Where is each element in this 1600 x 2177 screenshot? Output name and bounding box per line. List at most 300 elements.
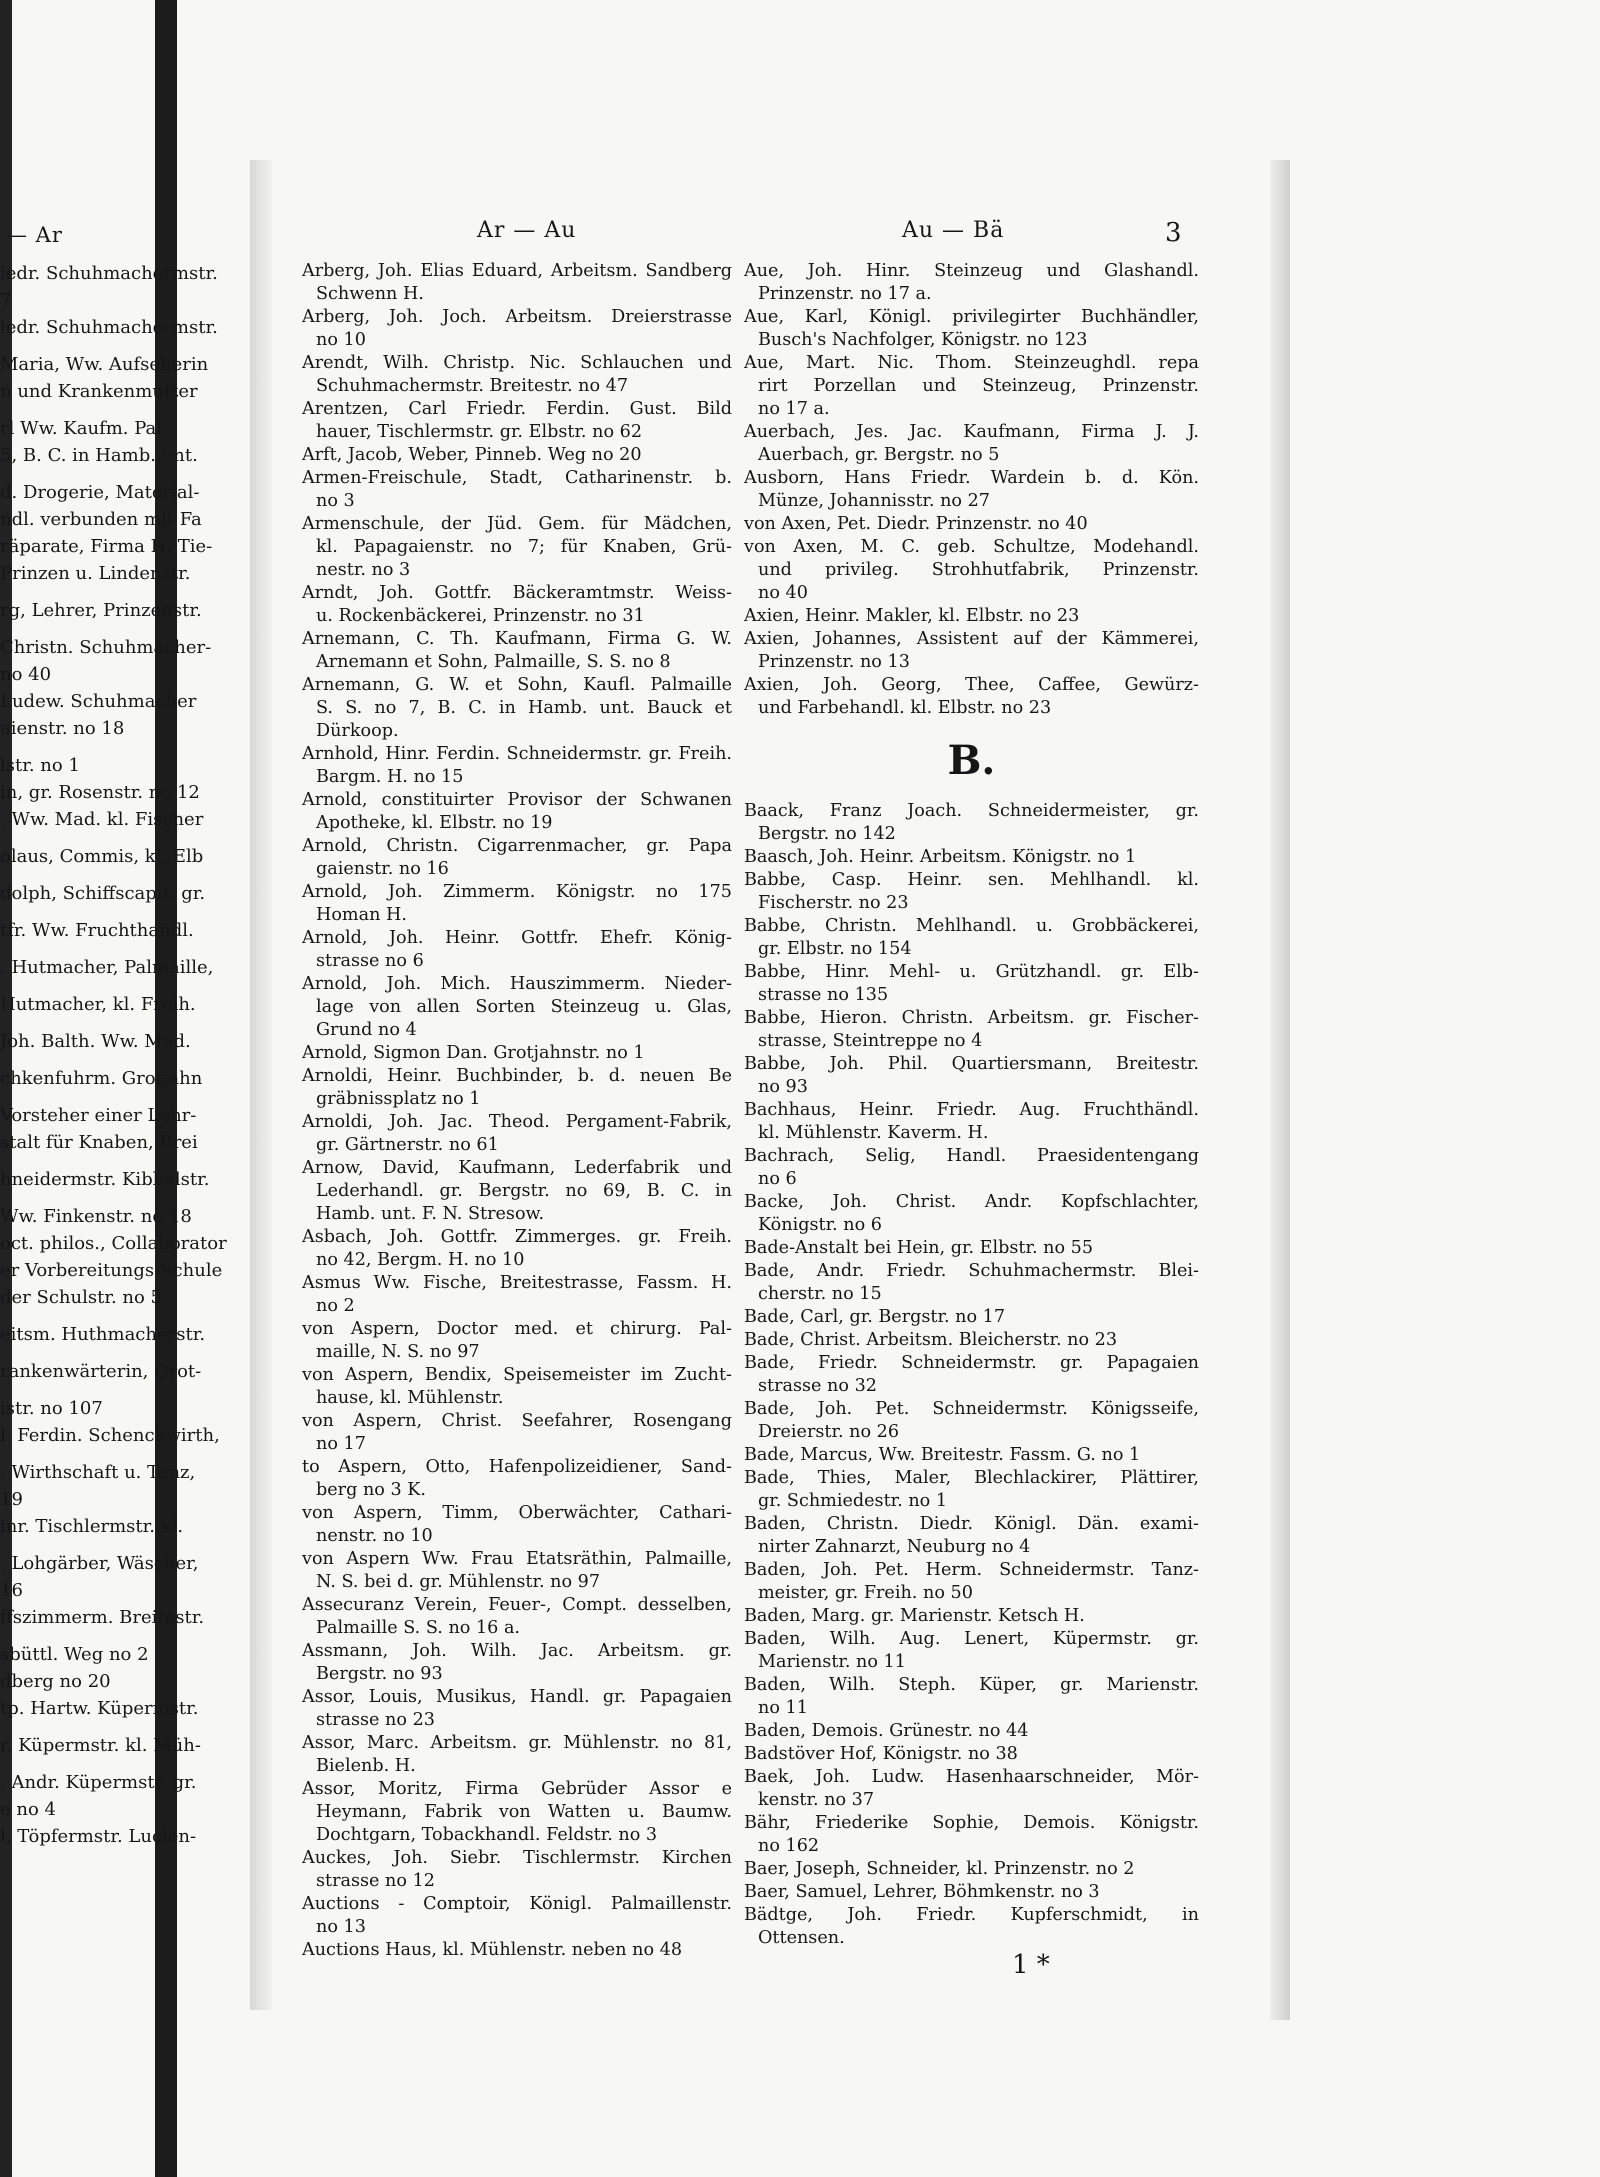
entry-line: Bielenb. H. bbox=[316, 1756, 416, 1776]
entry-line: Babbe, Hinr. Mehl- u. Grützhandl. gr. Elb- bbox=[744, 962, 1199, 982]
previous-page-line bbox=[0, 1055, 250, 1065]
previous-page-line: r. Küpermstr. kl. Müh- bbox=[0, 1735, 201, 1756]
directory-page bbox=[272, 160, 1272, 2020]
previous-page-line bbox=[0, 1092, 250, 1102]
previous-page-line: lstr. no 1 bbox=[0, 755, 80, 776]
previous-page-line: Christn. Schuhmacher- bbox=[0, 637, 212, 658]
previous-page-line: olaus, Commis, kl. Elb bbox=[0, 846, 204, 867]
directory-entry bbox=[744, 260, 1199, 306]
entry-line: Aue, Joh. Hinr. Steinzeug und Glashandl. bbox=[744, 261, 1199, 281]
directory-entry bbox=[302, 1778, 732, 1847]
entry-line: Baden, Demois. Grünestr. no 44 bbox=[744, 1721, 1029, 1741]
previous-page-line: . Lohgärber, Wäscher, bbox=[0, 1553, 199, 1574]
signature-mark: 1 * bbox=[1012, 1950, 1050, 1980]
previous-page-line: l, Töpfermstr. Lucien- bbox=[0, 1826, 197, 1847]
directory-entry bbox=[302, 1732, 732, 1778]
entry-line: Baden, Wilh. Aug. Lenert, Küpermstr. gr. bbox=[744, 1629, 1199, 1649]
column-right-entries-b bbox=[744, 800, 1199, 1950]
column-right-entries-a bbox=[744, 260, 1199, 720]
entry-line: gräbnissplatz no 1 bbox=[316, 1089, 481, 1109]
entry-line: Armenschule, der Jüd. Gem. für Mädchen, bbox=[302, 514, 732, 534]
entry-line: Arnold, Sigmon Dan. Grotjahnstr. no 1 bbox=[302, 1043, 645, 1063]
previous-page-line: . Andr. Küpermstr. gr. bbox=[0, 1772, 197, 1793]
previous-page-running-head: — Ar bbox=[6, 223, 63, 247]
entry-line: Bergstr. no 93 bbox=[316, 1664, 443, 1684]
directory-entry bbox=[744, 800, 1199, 846]
previous-page-line bbox=[0, 870, 250, 880]
previous-page-line: Maria, Ww. Aufseherin bbox=[0, 354, 209, 375]
directory-entry bbox=[744, 869, 1199, 915]
directory-entry bbox=[744, 1858, 1199, 1881]
previous-page-line: tp. Hartw. Küpermstr. bbox=[0, 1698, 199, 1719]
previous-page-line: tfr. Ww. Fruchthandl. bbox=[0, 920, 194, 941]
directory-entry bbox=[302, 927, 732, 973]
directory-entry bbox=[744, 352, 1199, 421]
entry-line: Bädtge, Joh. Friedr. Kupferschmidt, in bbox=[744, 1905, 1199, 1925]
entry-line: von Axen, Pet. Diedr. Prinzenstr. no 40 bbox=[744, 514, 1088, 534]
entry-line: Asbach, Joh. Gottfr. Zimmerges. gr. Freih. bbox=[302, 1227, 732, 1247]
entry-line: Bade-Anstalt bei Hein, gr. Elbstr. no 55 bbox=[744, 1238, 1094, 1258]
directory-entry bbox=[744, 467, 1199, 513]
entry-line: u. Rockenbäckerei, Prinzenstr. no 31 bbox=[316, 606, 645, 626]
previous-page-line: sbüttl. Weg no 2 bbox=[0, 1644, 149, 1665]
directory-entry bbox=[744, 1674, 1199, 1720]
page-number: 3 bbox=[1165, 218, 1183, 248]
entry-line: Arnold, Joh. Mich. Hauszimmerm. Nieder- bbox=[302, 974, 732, 994]
entry-line: Arnold, constituirter Provisor der Schwanen bbox=[302, 790, 732, 810]
entry-line: no 40 bbox=[758, 583, 808, 603]
entry-line: gr. Gärtnerstr. no 61 bbox=[316, 1135, 499, 1155]
entry-line: Bergstr. no 142 bbox=[758, 824, 896, 844]
entry-line: Arnold, Joh. Zimmerm. Königstr. no 175 bbox=[302, 882, 732, 902]
entry-line: Baden, Joh. Pet. Herm. Schneidermstr. Tanz- bbox=[744, 1560, 1199, 1580]
directory-entry bbox=[302, 1640, 732, 1686]
entry-line: Assmann, Joh. Wilh. Jac. Arbeitsm. gr. bbox=[302, 1641, 732, 1661]
entry-line: Bade, Christ. Arbeitsm. Bleicherstr. no 23 bbox=[744, 1330, 1118, 1350]
entry-line: Baer, Joseph, Schneider, kl. Prinzenstr. no 2 bbox=[744, 1859, 1135, 1879]
directory-entry bbox=[744, 1191, 1199, 1237]
entry-line: Arendt, Wilh. Christp. Nic. Schlauchen und bbox=[302, 353, 732, 373]
entry-line: von Aspern Ww. Frau Etatsräthin, Palmaille, bbox=[302, 1549, 732, 1569]
directory-entry bbox=[302, 1364, 732, 1410]
entry-line: no 6 bbox=[758, 1169, 797, 1189]
previous-page-line bbox=[0, 1311, 250, 1321]
entry-line: strasse no 32 bbox=[758, 1376, 877, 1396]
entry-line: kl. Papagaienstr. no 7; für Knaben, Grü- bbox=[316, 537, 732, 557]
previous-page-line: no 40 bbox=[0, 664, 52, 685]
entry-line: Baack, Franz Joach. Schneidermeister, gr. bbox=[744, 801, 1199, 821]
previous-page-line: l. Ferdin. Schenckwirth, bbox=[0, 1425, 220, 1446]
entry-line: no 162 bbox=[758, 1836, 820, 1856]
column-right bbox=[744, 260, 1199, 1950]
entry-line: Bade, Carl, gr. Bergstr. no 17 bbox=[744, 1307, 1006, 1327]
directory-entry bbox=[302, 743, 732, 789]
directory-entry bbox=[302, 789, 732, 835]
previous-page-line: stalt für Knaben, Brei bbox=[0, 1132, 198, 1153]
previous-page-line: dberg no 20 bbox=[0, 1671, 111, 1692]
directory-entry bbox=[302, 835, 732, 881]
directory-entry bbox=[302, 467, 732, 513]
entry-line: Palmaille S. S. no 16 a. bbox=[316, 1618, 521, 1638]
directory-entry bbox=[744, 1812, 1199, 1858]
page-edge bbox=[1270, 160, 1290, 2020]
directory-entry bbox=[744, 1260, 1199, 1306]
entry-line: von Aspern, Timm, Oberwächter, Cathari- bbox=[302, 1503, 732, 1523]
previous-page-line: ndl. verbunden mit Fa bbox=[0, 509, 202, 530]
previous-page-line: . Hutmacher, Palmaille, bbox=[0, 957, 214, 978]
previous-page-line bbox=[0, 981, 250, 991]
entry-line: N. S. bei d. gr. Mühlenstr. no 97 bbox=[316, 1572, 601, 1592]
previous-page-line: Ludew. Schuhmacher bbox=[0, 691, 197, 712]
entry-line: Münze, Johannisstr. no 27 bbox=[758, 491, 990, 511]
entry-line: Apotheke, kl. Elbstr. no 19 bbox=[316, 813, 553, 833]
previous-page-line bbox=[0, 1631, 250, 1641]
entry-line: Grund no 4 bbox=[316, 1020, 417, 1040]
directory-entry bbox=[744, 1467, 1199, 1513]
directory-entry bbox=[302, 582, 732, 628]
entry-line: Busch's Nachfolger, Königstr. no 123 bbox=[758, 330, 1088, 350]
entry-line: Bade, Friedr. Schneidermstr. gr. Papagaien bbox=[744, 1353, 1199, 1373]
entry-line: und Farbehandl. kl. Elbstr. no 23 bbox=[758, 698, 1052, 718]
previous-page-line bbox=[0, 1722, 250, 1732]
entry-line: no 17 bbox=[316, 1434, 366, 1454]
entry-line: und privileg. Strohhutfabrik, Prinzenstr. bbox=[758, 560, 1199, 580]
directory-entry bbox=[302, 1686, 732, 1732]
previous-page-line bbox=[0, 907, 250, 917]
directory-entry bbox=[302, 1226, 732, 1272]
entry-line: Dreierstr. no 26 bbox=[758, 1422, 900, 1442]
entry-line: no 93 bbox=[758, 1077, 808, 1097]
directory-entry bbox=[744, 1306, 1199, 1329]
previous-page-line: eitsm. Huthmacherstr. bbox=[0, 1324, 206, 1345]
directory-entry bbox=[744, 1720, 1199, 1743]
entry-line: Bähr, Friederike Sophie, Demois. Königstr. bbox=[744, 1813, 1199, 1833]
previous-page-line: aienstr. no 18 bbox=[0, 718, 125, 739]
directory-entry bbox=[744, 1881, 1199, 1904]
previous-page-line: iedr. Schuhmachermstr. bbox=[0, 317, 218, 338]
directory-entry bbox=[744, 674, 1199, 720]
entry-line: Ausborn, Hans Friedr. Wardein b. d. Kön. bbox=[744, 468, 1199, 488]
book-gutter bbox=[250, 160, 272, 2010]
previous-page-line bbox=[0, 1348, 250, 1358]
directory-entry bbox=[744, 1605, 1199, 1628]
directory-entry bbox=[744, 306, 1199, 352]
directory-entry bbox=[302, 1157, 732, 1226]
directory-entry bbox=[302, 1594, 732, 1640]
entry-line: to Aspern, Otto, Hafenpolizeidiener, Sand- bbox=[302, 1457, 732, 1477]
entry-line: strasse no 12 bbox=[316, 1871, 435, 1891]
entry-line: Arnold, Joh. Heinr. Gottfr. Ehefr. König- bbox=[302, 928, 732, 948]
entry-line: Assor, Moritz, Firma Gebrüder Assor e bbox=[302, 1779, 732, 1799]
entry-line: Babbe, Hieron. Christn. Arbeitsm. gr. Fischer- bbox=[744, 1008, 1199, 1028]
directory-entry bbox=[302, 513, 732, 582]
entry-line: rirt Porzellan und Steinzeug, Prinzenstr. bbox=[758, 376, 1199, 396]
entry-line: cherstr. no 15 bbox=[758, 1284, 882, 1304]
entry-line: Auctions - Comptoir, Königl. Palmaillenstr. bbox=[302, 1894, 732, 1914]
previous-page-line: 5, B. C. in Hamb. unt. bbox=[0, 445, 198, 466]
directory-entry bbox=[302, 352, 732, 398]
directory-entry bbox=[302, 1939, 732, 1962]
entry-line: Arentzen, Carl Friedr. Ferdin. Gust. Bild bbox=[302, 399, 732, 419]
entry-line: no 10 bbox=[316, 330, 366, 350]
entry-line: Babbe, Christn. Mehlhandl. u. Grobbäckerei, bbox=[744, 916, 1199, 936]
entry-line: Baasch, Joh. Heinr. Arbeitsm. Königstr. no 1 bbox=[744, 847, 1137, 867]
entry-line: maille, N. S. no 97 bbox=[316, 1342, 480, 1362]
entry-line: Schuhmachermstr. Breitestr. no 47 bbox=[316, 376, 629, 396]
previous-page-line bbox=[0, 1449, 250, 1459]
previous-page-line: ffszimmerm. Breitestr. bbox=[0, 1607, 205, 1628]
entry-line: Baden, Christn. Diedr. Königl. Dän. exami- bbox=[744, 1514, 1199, 1534]
previous-page-line: der Schulstr. no 5 bbox=[0, 1287, 162, 1308]
entry-line: gr. Elbstr. no 154 bbox=[758, 939, 912, 959]
previous-page-line: inr. Tischlermstr. kl. bbox=[0, 1516, 184, 1537]
previous-page-line: istr. no 107 bbox=[0, 1398, 103, 1419]
directory-entry bbox=[302, 398, 732, 444]
directory-entry bbox=[744, 1099, 1199, 1145]
entry-line: kenstr. no 37 bbox=[758, 1790, 875, 1810]
entry-line: Aue, Karl, Königl. privilegirter Buchhändler, bbox=[744, 307, 1199, 327]
previous-page-line: hneidermstr. Kibbelstr. bbox=[0, 1169, 210, 1190]
entry-line: Lederhandl. gr. Bergstr. no 69, B. C. in bbox=[316, 1181, 732, 1201]
running-head-right: Au — Bä bbox=[902, 218, 1005, 243]
directory-entry bbox=[744, 1766, 1199, 1812]
directory-entry bbox=[744, 1628, 1199, 1674]
entry-line: no 17 a. bbox=[758, 399, 830, 419]
entry-line: von Aspern, Doctor med. et chirurg. Pal- bbox=[302, 1319, 732, 1339]
entry-line: Axien, Joh. Georg, Thee, Caffee, Gewürz- bbox=[744, 675, 1199, 695]
directory-entry bbox=[302, 306, 732, 352]
directory-entry bbox=[302, 1456, 732, 1502]
entry-line: Baek, Joh. Ludw. Hasenhaarschneider, Mör- bbox=[744, 1767, 1199, 1787]
entry-line: meister, gr. Freih. no 50 bbox=[758, 1583, 973, 1603]
entry-line: S. S. no 7, B. C. in Hamb. unt. Bauck et bbox=[316, 698, 732, 718]
entry-line: nestr. no 3 bbox=[316, 560, 411, 580]
entry-line: Schwenn H. bbox=[316, 284, 424, 304]
entry-line: Arnemann, G. W. et Sohn, Kaufl. Palmaille bbox=[302, 675, 732, 695]
entry-line: Babbe, Joh. Phil. Quartiersmann, Breitestr. bbox=[744, 1054, 1199, 1074]
directory-entry bbox=[744, 846, 1199, 869]
entry-line: Prinzenstr. no 17 a. bbox=[758, 284, 932, 304]
previous-page-line: iedr. Schuhmachermstr. bbox=[0, 263, 218, 284]
directory-entry bbox=[744, 1444, 1199, 1467]
entry-line: von Aspern, Christ. Seefahrer, Rosengang bbox=[302, 1411, 732, 1431]
entry-line: Backe, Joh. Christ. Andr. Kopfschlachter, bbox=[744, 1192, 1199, 1212]
directory-entry bbox=[744, 1329, 1199, 1352]
previous-page-line bbox=[0, 1156, 250, 1166]
previous-page-lines bbox=[0, 260, 250, 1850]
previous-page-line: räparate, Firma H. Tie- bbox=[0, 536, 213, 557]
directory-entry bbox=[302, 1065, 732, 1111]
entry-line: Auerbach, gr. Bergstr. no 5 bbox=[758, 445, 1000, 465]
previous-page-line: rankenwärterin, Grot- bbox=[0, 1361, 202, 1382]
entry-line: Ottensen. bbox=[758, 1928, 845, 1948]
previous-page-line: in, gr. Rosenstr. no 12 bbox=[0, 782, 200, 803]
previous-page-line: chkenfuhrm. Grotjahn bbox=[0, 1068, 203, 1089]
previous-page-line: rl Ww. Kaufm. Pal bbox=[0, 418, 163, 439]
entry-line: strasse no 135 bbox=[758, 985, 889, 1005]
previous-page-line bbox=[0, 1540, 250, 1550]
directory-entry bbox=[302, 881, 732, 927]
previous-page-line: Hutmacher, kl. Freih. bbox=[0, 994, 196, 1015]
entry-line: Arnemann, C. Th. Kaufmann, Firma G. W. bbox=[302, 629, 732, 649]
previous-page-line bbox=[0, 833, 250, 843]
directory-entry bbox=[302, 1318, 732, 1364]
previous-page-line: n und Krankenmutter bbox=[0, 381, 198, 402]
previous-page-line: 19 bbox=[0, 1489, 23, 1510]
entry-line: Hamb. unt. F. N. Stresow. bbox=[316, 1204, 545, 1224]
entry-line: hause, kl. Mühlenstr. bbox=[316, 1388, 504, 1408]
column-left bbox=[302, 260, 732, 1962]
previous-page-line bbox=[0, 341, 250, 351]
directory-entry bbox=[744, 1559, 1199, 1605]
entry-line: Auckes, Joh. Siebr. Tischlermstr. Kirchen bbox=[302, 1848, 732, 1868]
entry-line: Bachrach, Selig, Handl. Praesidentengang bbox=[744, 1146, 1199, 1166]
directory-entry bbox=[744, 1053, 1199, 1099]
directory-entry bbox=[744, 513, 1199, 536]
previous-page-line bbox=[0, 469, 250, 479]
directory-entry bbox=[744, 1352, 1199, 1398]
entry-line: Bachhaus, Heinr. Friedr. Aug. Fruchthändl. bbox=[744, 1100, 1199, 1120]
entry-line: Arft, Jacob, Weber, Pinneb. Weg no 20 bbox=[302, 445, 642, 465]
directory-entry bbox=[744, 1237, 1199, 1260]
entry-line: Assor, Louis, Musikus, Handl. gr. Papagaien bbox=[302, 1687, 732, 1707]
directory-entry bbox=[744, 1904, 1199, 1950]
previous-page-line: e no 4 bbox=[0, 1799, 56, 1820]
directory-entry bbox=[302, 1272, 732, 1318]
previous-page-line: Vorsteher einer Lehr- bbox=[0, 1105, 197, 1126]
entry-line: Bargm. H. no 15 bbox=[316, 767, 464, 787]
previous-page-line bbox=[0, 587, 250, 597]
entry-line: Arberg, Joh. Joch. Arbeitsm. Dreierstrasse bbox=[302, 307, 732, 327]
entry-line: no 42, Bergm. H. no 10 bbox=[316, 1250, 525, 1270]
entry-line: Bade, Andr. Friedr. Schuhmachermstr. Blei- bbox=[744, 1261, 1199, 1281]
entry-line: Baden, Marg. gr. Marienstr. Ketsch H. bbox=[744, 1606, 1085, 1626]
directory-entry bbox=[302, 674, 732, 743]
directory-entry bbox=[744, 1513, 1199, 1559]
directory-entry bbox=[744, 1398, 1199, 1444]
entry-line: Axien, Johannes, Assistent auf der Kämmerei, bbox=[744, 629, 1199, 649]
directory-entry bbox=[302, 1410, 732, 1456]
directory-entry bbox=[744, 421, 1199, 467]
directory-entry bbox=[744, 915, 1199, 961]
entry-line: lage von allen Sorten Steinzeug u. Glas, bbox=[316, 997, 732, 1017]
entry-line: Heymann, Fabrik von Watten u. Baumw. bbox=[316, 1802, 732, 1822]
entry-line: Baer, Samuel, Lehrer, Böhmkenstr. no 3 bbox=[744, 1882, 1100, 1902]
entry-line: Fischerstr. no 23 bbox=[758, 893, 909, 913]
entry-line: Auerbach, Jes. Jac. Kaufmann, Firma J. J. bbox=[744, 422, 1199, 442]
previous-page-line bbox=[0, 1193, 250, 1203]
directory-entry bbox=[302, 1893, 732, 1939]
entry-line: Arnoldi, Heinr. Buchbinder, b. d. neuen Be bbox=[302, 1066, 732, 1086]
directory-entry bbox=[744, 628, 1199, 674]
entry-line: Arnoldi, Joh. Jac. Theod. Pergament-Fabrik, bbox=[302, 1112, 732, 1132]
previous-page-line bbox=[0, 624, 250, 634]
entry-line: Marienstr. no 11 bbox=[758, 1652, 906, 1672]
entry-line: kl. Mühlenstr. Kaverm. H. bbox=[758, 1123, 989, 1143]
entry-line: no 11 bbox=[758, 1698, 808, 1718]
entry-line: Arberg, Joh. Elias Eduard, Arbeitsm. Sandberg bbox=[302, 261, 732, 281]
entry-line: strasse, Steintreppe no 4 bbox=[758, 1031, 983, 1051]
entry-line: no 2 bbox=[316, 1296, 355, 1316]
entry-line: Babbe, Casp. Heinr. sen. Mehlhandl. kl. bbox=[744, 870, 1199, 890]
previous-page-line bbox=[0, 1759, 250, 1769]
entry-line: Bade, Joh. Pet. Schneidermstr. Königsseife, bbox=[744, 1399, 1199, 1419]
directory-entry bbox=[744, 605, 1199, 628]
directory-entry bbox=[302, 1502, 732, 1548]
previous-page-line bbox=[0, 1018, 250, 1028]
previous-page-line bbox=[0, 1385, 250, 1395]
directory-entry bbox=[744, 961, 1199, 1007]
entry-line: Dochtgarn, Tobackhandl. Feldstr. no 3 bbox=[316, 1825, 658, 1845]
directory-entry bbox=[302, 1042, 732, 1065]
directory-entry bbox=[302, 973, 732, 1042]
previous-page-line bbox=[0, 944, 250, 954]
entry-line: Assor, Marc. Arbeitsm. gr. Mühlenstr. no 81, bbox=[302, 1733, 732, 1753]
directory-entry bbox=[302, 444, 732, 467]
entry-line: Arnold, Christn. Cigarrenmacher, gr. Papa bbox=[302, 836, 732, 856]
entry-line: gr. Schmiedestr. no 1 bbox=[758, 1491, 948, 1511]
entry-line: von Axen, M. C. geb. Schultze, Modehandl. bbox=[744, 537, 1199, 557]
previous-page-fragment bbox=[0, 160, 250, 1960]
directory-entry bbox=[744, 1743, 1199, 1766]
entry-line: hauer, Tischlermstr. gr. Elbstr. no 62 bbox=[316, 422, 643, 442]
entry-line: Dürkoop. bbox=[316, 721, 399, 741]
entry-line: Arnemann et Sohn, Palmaille, S. S. no 8 bbox=[316, 652, 671, 672]
previous-page-line: 16 bbox=[0, 1580, 23, 1601]
previous-page-line: dolph, Schiffscapit. gr. bbox=[0, 883, 206, 904]
entry-line: Badstöver Hof, Königstr. no 38 bbox=[744, 1744, 1018, 1764]
entry-line: Armen-Freischule, Stadt, Catharinenstr. b. bbox=[302, 468, 732, 488]
previous-page-line: . Wirthschaft u. Tanz, bbox=[0, 1462, 196, 1483]
previous-page-line: Ww. Finkenstr. no 18 bbox=[0, 1206, 192, 1227]
previous-page-line: d. Drogerie, Material- bbox=[0, 482, 200, 503]
previous-page-line bbox=[0, 742, 250, 752]
previous-page-line: 7 bbox=[0, 290, 12, 311]
entry-line: strasse no 23 bbox=[316, 1710, 435, 1730]
directory-entry bbox=[302, 1548, 732, 1594]
previous-page-line: Joh. Balth. Ww. Mad. bbox=[0, 1031, 191, 1052]
entry-line: Arnhold, Hinr. Ferdin. Schneidermstr. gr. Freih. bbox=[302, 744, 732, 764]
entry-line: no 3 bbox=[316, 491, 355, 511]
entry-line: Homan H. bbox=[316, 905, 407, 925]
entry-line: Assecuranz Verein, Feuer-, Compt. desselben, bbox=[302, 1595, 732, 1615]
entry-line: Arndt, Joh. Gottfr. Bäckeramtmstr. Weiss- bbox=[302, 583, 732, 603]
directory-entry bbox=[744, 536, 1199, 605]
entry-line: Aue, Mart. Nic. Thom. Steinzeughdl. repa bbox=[744, 353, 1199, 373]
entry-line: gaienstr. no 16 bbox=[316, 859, 449, 879]
entry-line: Bade, Thies, Maler, Blechlackirer, Plättirer, bbox=[744, 1468, 1199, 1488]
previous-page-line: Prinzen u. Lindenstr. bbox=[0, 563, 191, 584]
entry-line: no 13 bbox=[316, 1917, 366, 1937]
entry-line: Bade, Marcus, Ww. Breitestr. Fassm. G. no 1 bbox=[744, 1445, 1141, 1465]
entry-line: Axien, Heinr. Makler, kl. Elbstr. no 23 bbox=[744, 606, 1080, 626]
entry-line: von Aspern, Bendix, Speisemeister im Zucht- bbox=[302, 1365, 732, 1385]
entry-line: Arnow, David, Kaufmann, Lederfabrik und bbox=[302, 1158, 732, 1178]
directory-entry bbox=[302, 1847, 732, 1893]
entry-line: strasse no 6 bbox=[316, 951, 424, 971]
directory-entry bbox=[302, 628, 732, 674]
entry-line: Auctions Haus, kl. Mühlenstr. neben no 48 bbox=[302, 1940, 683, 1960]
entry-line: nirter Zahnarzt, Neuburg no 4 bbox=[758, 1537, 1031, 1557]
entry-line: nenstr. no 10 bbox=[316, 1526, 433, 1546]
previous-page-line: rg, Lehrer, Prinzenstr. bbox=[0, 600, 202, 621]
entry-line: Asmus Ww. Fische, Breitestrasse, Fassm. H. bbox=[302, 1273, 732, 1293]
running-head-left: Ar — Au bbox=[477, 218, 577, 243]
previous-page-line: er Vorbereitungs-Schule bbox=[0, 1260, 223, 1281]
section-letter-b: B. bbox=[947, 737, 996, 784]
previous-page-line bbox=[0, 405, 250, 415]
entry-line: Baden, Wilh. Steph. Küper, gr. Marienstr. bbox=[744, 1675, 1199, 1695]
